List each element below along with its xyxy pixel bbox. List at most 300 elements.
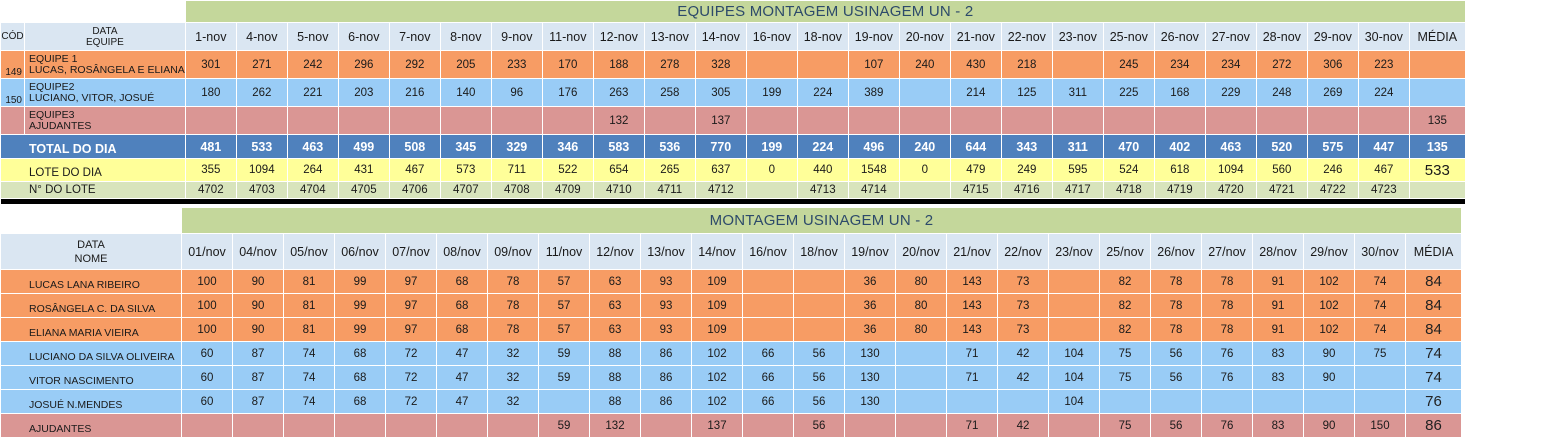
date-header-19/nov: 19/nov (845, 234, 896, 270)
total-do-dia-value-cell: 536 (644, 135, 695, 159)
person-value-cell: 100 (182, 270, 233, 294)
person-value-cell: 102 (692, 366, 743, 390)
numero-do-lote-value-cell: 4703 (236, 182, 287, 199)
numero-do-lote-value-cell: 4710 (593, 182, 644, 199)
person-value-cell (794, 318, 845, 342)
lote-do-dia-value-cell: 711 (491, 159, 542, 182)
team-value-cell: 272 (1256, 51, 1307, 79)
total-do-dia-value-cell: 496 (848, 135, 899, 159)
team-value-cell (797, 107, 848, 135)
team-label: EQUIPE 1 (29, 52, 78, 65)
person-value-cell: 47 (437, 390, 488, 414)
numero-do-lote-value-cell: 4718 (1103, 182, 1154, 199)
bottom-table-title: MONTAGEM USINAGEM UN - 2 (182, 208, 1462, 234)
person-value-cell: 75 (1355, 342, 1406, 366)
total-do-dia-value-cell: 346 (542, 135, 593, 159)
person-value-cell: 97 (386, 294, 437, 318)
person-value-cell: 137 (692, 414, 743, 438)
person-value-cell: 87 (233, 366, 284, 390)
person-value-cell: 42 (998, 414, 1049, 438)
person-value-cell: 75 (1100, 342, 1151, 366)
numero-do-lote-value-cell: 4708 (491, 182, 542, 199)
date-header-21/nov: 21/nov (947, 234, 998, 270)
lote-do-dia-value-cell: 246 (1307, 159, 1358, 182)
person-value-cell: 83 (1253, 366, 1304, 390)
lote-do-dia-value-cell: 265 (644, 159, 695, 182)
date-header-23-nov: 23-nov (1052, 23, 1103, 51)
numero-do-lote-value-cell: 4717 (1052, 182, 1103, 199)
date-header-7-nov: 7-nov (389, 23, 440, 51)
team-value-cell (899, 107, 950, 135)
date-header-08/nov: 08/nov (437, 234, 488, 270)
person-value-cell (896, 366, 947, 390)
person-value-cell (998, 390, 1049, 414)
person-value-cell: 90 (233, 270, 284, 294)
date-header-29/nov: 29/nov (1304, 234, 1355, 270)
date-header-26-nov: 26-nov (1154, 23, 1205, 51)
team-members: AJUDANTES (29, 119, 92, 132)
person-value-cell: 66 (743, 390, 794, 414)
person-value-cell: 102 (1304, 270, 1355, 294)
lote-do-dia-value-cell: 467 (389, 159, 440, 182)
team-value-cell: 225 (1103, 79, 1154, 107)
team-value-cell: 140 (440, 79, 491, 107)
numero-do-lote-value-cell (746, 182, 797, 199)
person-value-cell: 88 (590, 342, 641, 366)
person-row (1, 342, 1462, 366)
person-value-cell: 78 (1202, 318, 1253, 342)
team-row (1, 79, 1466, 107)
lote-do-dia-value-cell: 573 (440, 159, 491, 182)
date-header-06/nov: 06/nov (335, 234, 386, 270)
total-do-dia-value-cell: 240 (899, 135, 950, 159)
person-value-cell: 132 (590, 414, 641, 438)
team-members: LUCAS, ROSÂNGELA E ELIANA (29, 63, 185, 76)
person-value-cell: 81 (284, 294, 335, 318)
person-value-cell (641, 414, 692, 438)
team-value-cell: 306 (1307, 51, 1358, 79)
date-header-21-nov: 21-nov (950, 23, 1001, 51)
person-value-cell: 130 (845, 366, 896, 390)
date-header-20-nov: 20-nov (899, 23, 950, 51)
team-value-cell: 311 (1052, 79, 1103, 107)
lote-do-dia-value-cell: 249 (1001, 159, 1052, 182)
person-value-cell: 88 (590, 366, 641, 390)
date-header-14/nov: 14/nov (692, 234, 743, 270)
team-name (25, 79, 186, 107)
total-do-dia-value-cell: 583 (593, 135, 644, 159)
team-value-cell: 245 (1103, 51, 1154, 79)
data-equipe-header: DATA EQUIPE (25, 23, 186, 51)
date-header-26/nov: 26/nov (1151, 234, 1202, 270)
person-value-cell: 78 (1202, 270, 1253, 294)
date-header-22/nov: 22/nov (998, 234, 1049, 270)
team-value-cell: 221 (287, 79, 338, 107)
team-value-cell: 240 (899, 51, 950, 79)
person-value-cell: 59 (539, 342, 590, 366)
numero-do-lote-value-cell: 4705 (338, 182, 389, 199)
team-value-cell: 96 (491, 79, 542, 107)
person-value-cell: 72 (386, 342, 437, 366)
team-value-cell (746, 51, 797, 79)
date-header-22-nov: 22-nov (1001, 23, 1052, 51)
date-header-11-nov: 11-nov (542, 23, 593, 51)
numero-do-lote-value-cell: 4715 (950, 182, 1001, 199)
date-header-14-nov: 14-nov (695, 23, 746, 51)
date-header-27-nov: 27-nov (1205, 23, 1256, 51)
individual-production-table (0, 207, 1462, 438)
total-do-dia-value-cell: 224 (797, 135, 848, 159)
person-value-cell (1355, 366, 1406, 390)
person-value-cell: 83 (1253, 342, 1304, 366)
total-do-dia-value-cell: 463 (1205, 135, 1256, 159)
team-value-cell (899, 79, 950, 107)
numero-do-lote-value-cell: 4714 (848, 182, 899, 199)
numero-do-lote-value-cell: 4711 (644, 182, 695, 199)
person-value-cell: 150 (1355, 414, 1406, 438)
person-value-cell: 93 (641, 294, 692, 318)
person-value-cell: 32 (488, 342, 539, 366)
total-do-dia-value-cell: 533 (236, 135, 287, 159)
person-value-cell: 75 (1100, 366, 1151, 390)
person-value-cell (845, 414, 896, 438)
person-value-cell: 104 (1049, 342, 1100, 366)
person-value-cell (1355, 390, 1406, 414)
date-header-6-nov: 6-nov (338, 23, 389, 51)
team-value-cell (1103, 107, 1154, 135)
person-value-cell: 109 (692, 270, 743, 294)
total-do-dia-value-cell: 520 (1256, 135, 1307, 159)
person-value-cell: 99 (335, 318, 386, 342)
date-header-09/nov: 09/nov (488, 234, 539, 270)
person-value-cell: 68 (437, 294, 488, 318)
team-value-cell (491, 107, 542, 135)
person-value-cell: 109 (692, 318, 743, 342)
person-value-cell: 56 (794, 390, 845, 414)
person-value-cell: 76 (1202, 414, 1253, 438)
numero-do-lote-value-cell: 4712 (695, 182, 746, 199)
person-value-cell (1100, 390, 1151, 414)
person-value-cell: 102 (692, 390, 743, 414)
person-value-cell: 86 (641, 390, 692, 414)
date-header-07/nov: 07/nov (386, 234, 437, 270)
team-value-cell: 248 (1256, 79, 1307, 107)
numero-do-lote-value-cell: 4709 (542, 182, 593, 199)
person-value-cell: 73 (998, 294, 1049, 318)
person-value-cell: 56 (1151, 342, 1202, 366)
person-row (1, 414, 1462, 438)
lote-do-dia-value-cell: 440 (797, 159, 848, 182)
lote-do-dia-media-cell: 533 (1409, 159, 1465, 182)
numero-do-lote-value-cell: 4706 (389, 182, 440, 199)
person-value-cell: 32 (488, 390, 539, 414)
lote-do-dia-value-cell: 479 (950, 159, 1001, 182)
total-do-dia-value-cell: 508 (389, 135, 440, 159)
person-value-cell: 93 (641, 270, 692, 294)
person-name: ROSÂNGELA C. DA SILVA (1, 294, 182, 318)
numero-do-lote-label: N° DO LOTE (1, 182, 186, 199)
team-value-cell (1256, 107, 1307, 135)
date-header-27/nov: 27/nov (1202, 234, 1253, 270)
person-value-cell: 60 (182, 366, 233, 390)
person-value-cell: 91 (1253, 270, 1304, 294)
team-value-cell: 328 (695, 51, 746, 79)
person-row (1, 390, 1462, 414)
person-value-cell (1049, 270, 1100, 294)
team-value-cell: 234 (1154, 51, 1205, 79)
person-name: ELIANA MARIA VIEIRA (1, 318, 182, 342)
team-value-cell (848, 107, 899, 135)
team-value-cell: 107 (848, 51, 899, 79)
person-media-cell: 86 (1406, 414, 1462, 438)
team-value-cell (440, 107, 491, 135)
person-value-cell: 102 (1304, 318, 1355, 342)
person-value-cell: 82 (1100, 270, 1151, 294)
person-name: LUCIANO DA SILVA OLIVEIRA (1, 342, 182, 366)
numero-do-lote-value-cell: 4716 (1001, 182, 1052, 199)
team-value-cell: 278 (644, 51, 695, 79)
person-value-cell: 68 (335, 366, 386, 390)
data-nome-header: DATA NOME (1, 234, 182, 270)
lote-do-dia-value-cell: 560 (1256, 159, 1307, 182)
person-value-cell (437, 414, 488, 438)
team-value-cell: 137 (695, 107, 746, 135)
person-value-cell (1049, 414, 1100, 438)
team-value-cell: 430 (950, 51, 1001, 79)
date-header-8-nov: 8-nov (440, 23, 491, 51)
team-media-cell: 135 (1409, 107, 1465, 135)
person-value-cell: 102 (1304, 294, 1355, 318)
lote-do-dia-value-cell: 264 (287, 159, 338, 182)
person-value-cell: 71 (947, 414, 998, 438)
person-value-cell: 97 (386, 270, 437, 294)
person-value-cell (743, 414, 794, 438)
person-value-cell (1253, 390, 1304, 414)
person-value-cell: 63 (590, 270, 641, 294)
person-media-cell: 84 (1406, 270, 1462, 294)
team-value-cell: 258 (644, 79, 695, 107)
numero-do-lote-value-cell: 4704 (287, 182, 338, 199)
team-value-cell (950, 107, 1001, 135)
person-value-cell: 91 (1253, 294, 1304, 318)
total-do-dia-value-cell: 470 (1103, 135, 1154, 159)
person-value-cell: 36 (845, 294, 896, 318)
top-table-title: EQUIPES MONTAGEM USINAGEM UN - 2 (185, 1, 1465, 23)
date-header-23/nov: 23/nov (1049, 234, 1100, 270)
person-value-cell: 100 (182, 294, 233, 318)
person-value-cell: 56 (794, 342, 845, 366)
person-value-cell: 56 (1151, 414, 1202, 438)
person-value-cell: 143 (947, 270, 998, 294)
person-value-cell: 90 (233, 294, 284, 318)
total-do-dia-media-cell: 135 (1409, 135, 1465, 159)
date-header-18/nov: 18/nov (794, 234, 845, 270)
total-do-dia-value-cell: 499 (338, 135, 389, 159)
team-value-cell: 170 (542, 51, 593, 79)
person-value-cell: 68 (437, 270, 488, 294)
person-value-cell: 36 (845, 270, 896, 294)
person-value-cell (743, 318, 794, 342)
team-value-cell: 296 (338, 51, 389, 79)
date-header-12-nov: 12-nov (593, 23, 644, 51)
person-value-cell: 90 (1304, 366, 1355, 390)
total-do-dia-value-cell: 644 (950, 135, 1001, 159)
person-row (1, 294, 1462, 318)
team-code: 150 (1, 79, 25, 107)
date-header-28/nov: 28/nov (1253, 234, 1304, 270)
person-value-cell: 87 (233, 390, 284, 414)
person-value-cell: 130 (845, 342, 896, 366)
person-value-cell: 88 (590, 390, 641, 414)
person-value-cell: 100 (182, 318, 233, 342)
person-value-cell: 57 (539, 318, 590, 342)
person-media-cell: 76 (1406, 390, 1462, 414)
person-value-cell: 86 (641, 366, 692, 390)
person-value-cell: 36 (845, 318, 896, 342)
lote-do-dia-value-cell: 654 (593, 159, 644, 182)
lote-do-dia-value-cell: 431 (338, 159, 389, 182)
person-value-cell: 56 (1151, 366, 1202, 390)
person-value-cell: 63 (590, 294, 641, 318)
team-row (1, 107, 1466, 135)
person-value-cell: 143 (947, 318, 998, 342)
person-value-cell: 99 (335, 270, 386, 294)
team-value-cell: 214 (950, 79, 1001, 107)
date-header-4-nov: 4-nov (236, 23, 287, 51)
separator-bar (1, 199, 1466, 204)
team-value-cell (1307, 107, 1358, 135)
person-value-cell: 74 (1355, 294, 1406, 318)
person-value-cell: 71 (947, 366, 998, 390)
team-name (25, 107, 186, 135)
team-value-cell: 216 (389, 79, 440, 107)
person-value-cell: 71 (947, 342, 998, 366)
lote-do-dia-label: LOTE DO DIA (1, 159, 186, 182)
media-header: MÉDIA (1409, 23, 1465, 51)
numero-do-lote-row (1, 182, 1466, 199)
lote-do-dia-row (1, 159, 1466, 182)
person-media-cell: 74 (1406, 366, 1462, 390)
person-value-cell: 93 (641, 318, 692, 342)
team-value-cell (236, 107, 287, 135)
person-value-cell: 91 (1253, 318, 1304, 342)
date-header-9-nov: 9-nov (491, 23, 542, 51)
person-row (1, 366, 1462, 390)
person-value-cell (743, 294, 794, 318)
team-value-cell: 262 (236, 79, 287, 107)
person-value-cell: 81 (284, 318, 335, 342)
person-value-cell (539, 390, 590, 414)
person-value-cell (1304, 390, 1355, 414)
person-value-cell: 72 (386, 366, 437, 390)
date-header-12/nov: 12/nov (590, 234, 641, 270)
team-value-cell: 305 (695, 79, 746, 107)
person-value-cell: 60 (182, 390, 233, 414)
team-value-cell: 301 (185, 51, 236, 79)
person-value-cell: 90 (233, 318, 284, 342)
person-value-cell: 75 (1100, 414, 1151, 438)
person-value-cell: 66 (743, 342, 794, 366)
person-value-cell: 74 (1355, 318, 1406, 342)
person-value-cell: 143 (947, 294, 998, 318)
person-value-cell: 66 (743, 366, 794, 390)
person-value-cell: 74 (1355, 270, 1406, 294)
date-header-11/nov: 11/nov (539, 234, 590, 270)
team-code (1, 107, 25, 135)
numero-do-lote-media-cell (1409, 182, 1465, 199)
person-value-cell: 99 (335, 294, 386, 318)
person-name: VITOR NASCIMENTO (1, 366, 182, 390)
person-value-cell: 74 (284, 342, 335, 366)
team-value-cell: 292 (389, 51, 440, 79)
person-value-cell: 102 (692, 342, 743, 366)
person-value-cell: 87 (233, 342, 284, 366)
person-row (1, 270, 1462, 294)
person-value-cell: 78 (1151, 270, 1202, 294)
total-do-dia-value-cell: 311 (1052, 135, 1103, 159)
numero-do-lote-value-cell: 4723 (1358, 182, 1409, 199)
team-label: EQUIPE3 (29, 108, 75, 121)
person-media-cell: 74 (1406, 342, 1462, 366)
team-value-cell (542, 107, 593, 135)
team-value-cell: 224 (1358, 79, 1409, 107)
person-value-cell: 83 (1253, 414, 1304, 438)
team-value-cell: 234 (1205, 51, 1256, 79)
team-value-cell: 218 (1001, 51, 1052, 79)
team-value-cell: 168 (1154, 79, 1205, 107)
person-value-cell (335, 414, 386, 438)
team-value-cell: 188 (593, 51, 644, 79)
team-media-cell (1409, 79, 1465, 107)
numero-do-lote-value-cell: 4720 (1205, 182, 1256, 199)
team-value-cell (746, 107, 797, 135)
team-production-table (0, 0, 1466, 204)
person-value-cell (1202, 390, 1253, 414)
date-header-30/nov: 30/nov (1355, 234, 1406, 270)
lote-do-dia-value-cell: 1094 (1205, 159, 1256, 182)
date-header-13-nov: 13-nov (644, 23, 695, 51)
team-value-cell (338, 107, 389, 135)
date-header-19-nov: 19-nov (848, 23, 899, 51)
person-value-cell: 32 (488, 366, 539, 390)
date-header-28-nov: 28-nov (1256, 23, 1307, 51)
date-header-13/nov: 13/nov (641, 234, 692, 270)
team-value-cell: 205 (440, 51, 491, 79)
date-header-1-nov: 1-nov (185, 23, 236, 51)
lote-do-dia-value-cell: 522 (542, 159, 593, 182)
team-value-cell (644, 107, 695, 135)
date-header-25/nov: 25/nov (1100, 234, 1151, 270)
total-do-dia-value-cell: 402 (1154, 135, 1205, 159)
team-value-cell (1205, 107, 1256, 135)
person-value-cell: 78 (1151, 294, 1202, 318)
person-value-cell: 63 (590, 318, 641, 342)
person-name: LUCAS LANA RIBEIRO (1, 270, 182, 294)
team-value-cell: 271 (236, 51, 287, 79)
team-row (1, 51, 1466, 79)
team-value-cell (1001, 107, 1052, 135)
person-value-cell (896, 342, 947, 366)
team-value-cell: 132 (593, 107, 644, 135)
date-header-30-nov: 30-nov (1358, 23, 1409, 51)
numero-do-lote-value-cell: 4707 (440, 182, 491, 199)
person-name: JOSUÉ N.MENDES (1, 390, 182, 414)
person-value-cell: 109 (692, 294, 743, 318)
person-value-cell: 76 (1202, 342, 1253, 366)
team-value-cell (185, 107, 236, 135)
person-value-cell (896, 390, 947, 414)
team-value-cell (287, 107, 338, 135)
